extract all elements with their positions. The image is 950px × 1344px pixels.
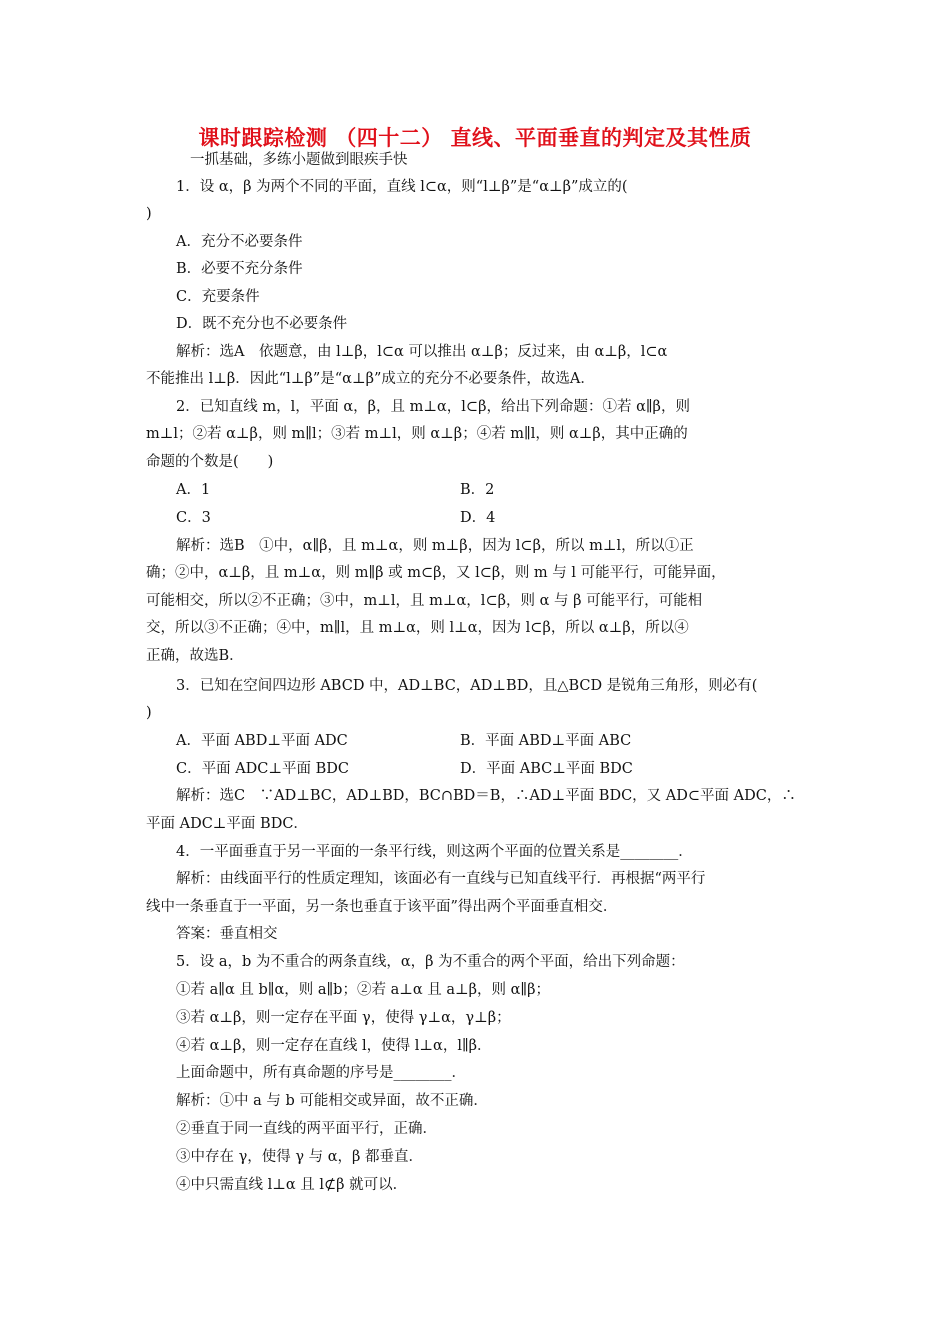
q3-stem-line-1: 3．已知在空间四边形 ABCD 中，AD⊥BC，AD⊥BD，且△BCD 是锐角三角形，则必有( bbox=[176, 678, 758, 694]
q4-solution-line-1: 解析：由线面平行的性质定理知，该面必有一直线与已知直线平行．再根据“两平行 bbox=[176, 871, 706, 887]
q5-proposition-1-2: ①若 a∥α 且 b∥α，则 a∥b；②若 a⊥α 且 a⊥β，则 α∥β； bbox=[176, 982, 551, 998]
q5-stem: 5．设 a，b 为不重合的两条直线，α，β 为不重合的两个平面，给出下列命题： bbox=[176, 954, 685, 970]
q2-stem-line-3: 命题的个数是( ) bbox=[146, 454, 274, 470]
q5-solution-line-1: 解析：①中 a 与 b 可能相交或异面，故不正确． bbox=[176, 1093, 488, 1109]
q1-solution-line-2: 不能推出 l⊥β．因此“l⊥β”是“α⊥β”成立的充分不必要条件，故选A． bbox=[146, 371, 595, 387]
q4-solution-line-2: 线中一条垂直于一平面，另一条也垂直于该平面”得出两个平面垂直相交． bbox=[146, 899, 618, 915]
q2-option-c: C．3 bbox=[176, 510, 211, 526]
q3-option-b: B．平面 ABD⊥平面 ABC bbox=[460, 733, 632, 749]
q3-solution-line-2: 平面 ADC⊥平面 BDC． bbox=[146, 816, 308, 832]
q3-solution-line-1: 解析：选C ∵AD⊥BC，AD⊥BD，BC∩BD＝B，∴AD⊥平面 BDC，又 AD⊂平面 ADC，∴ bbox=[176, 788, 796, 804]
page-title: 课时跟踪检测 （四十二） 直线、平面垂直的判定及其性质 bbox=[198, 126, 752, 150]
q2-stem-line-2: m⊥l；②若 α⊥β，则 m∥l；③若 m⊥l，则 α⊥β；④若 m∥l，则 α⊥β，其中正确的 bbox=[146, 426, 688, 442]
q2-solution-line-5: 正确，故选B． bbox=[146, 648, 244, 664]
q1-option-a: A．充分不必要条件 bbox=[176, 234, 303, 250]
q5-solution-line-3: ③中存在 γ，使得 γ 与 α，β 都垂直． bbox=[176, 1149, 424, 1165]
q4-answer: 答案：垂直相交 bbox=[176, 926, 278, 942]
q1-option-c: C．充要条件 bbox=[176, 289, 260, 305]
q2-solution-line-1: 解析：选B ①中，α∥β，且 m⊥α，则 m⊥β，因为 l⊂β，所以 m⊥l，所以①正 bbox=[176, 538, 694, 554]
q5-question: 上面命题中，所有真命题的序号是________． bbox=[176, 1065, 466, 1081]
q2-option-b: B．2 bbox=[460, 482, 495, 498]
q3-stem-line-2: ) bbox=[146, 705, 152, 721]
q1-option-d: D．既不充分也不必要条件 bbox=[176, 316, 348, 332]
q3-option-a: A．平面 ABD⊥平面 ADC bbox=[176, 733, 348, 749]
q2-stem-line-1: 2．已知直线 m，l，平面 α，β，且 m⊥α，l⊂β，给出下列命题：①若 α∥β，则 bbox=[176, 399, 690, 415]
q5-solution-line-2: ②垂直于同一直线的两平面平行，正确． bbox=[176, 1121, 437, 1137]
q3-option-c: C．平面 ADC⊥平面 BDC bbox=[176, 761, 350, 777]
q2-solution-line-4: 交，所以③不正确；④中，m∥l，且 m⊥α，则 l⊥α，因为 l⊂β，所以 α⊥β，所以④ bbox=[146, 620, 689, 636]
q2-option-d: D．4 bbox=[460, 510, 496, 526]
q5-proposition-3: ③若 α⊥β，则一定存在平面 γ，使得 γ⊥α，γ⊥β； bbox=[176, 1010, 511, 1026]
q2-option-a: A．1 bbox=[176, 482, 211, 498]
q3-option-d: D．平面 ABC⊥平面 BDC bbox=[460, 761, 633, 777]
q1-solution-line-1: 解析：选A 依题意，由 l⊥β，l⊂α 可以推出 α⊥β；反过来，由 α⊥β，l⊂α bbox=[176, 344, 668, 360]
q2-solution-line-2: 确；②中，α⊥β，且 m⊥α，则 m∥β 或 m⊂β，又 l⊂β，则 m 与 l 可能平行，可能异面， bbox=[146, 565, 726, 581]
q5-solution-line-4: ④中只需直线 l⊥α 且 l⊄β 就可以． bbox=[176, 1177, 408, 1193]
q1-stem-line-2: ) bbox=[146, 206, 152, 222]
q5-proposition-4: ④若 α⊥β，则一定存在直线 l，使得 l⊥α，l∥β． bbox=[176, 1038, 492, 1054]
q1-option-b: B．必要不充分条件 bbox=[176, 261, 303, 277]
q2-solution-line-3: 可能相交，所以②不正确；③中，m⊥l，且 m⊥α，l⊂β，则 α 与 β 可能平行，可能相 bbox=[146, 593, 703, 609]
q4-stem: 4．一平面垂直于另一平面的一条平行线，则这两个平面的位置关系是________． bbox=[176, 844, 693, 860]
q1-stem-line-1: 1．设 α，β 为两个不同的平面，直线 l⊂α，则“l⊥β”是“α⊥β”成立的( bbox=[176, 179, 628, 195]
section-heading: 一抓基础，多练小题做到眼疾手快 bbox=[190, 152, 408, 168]
